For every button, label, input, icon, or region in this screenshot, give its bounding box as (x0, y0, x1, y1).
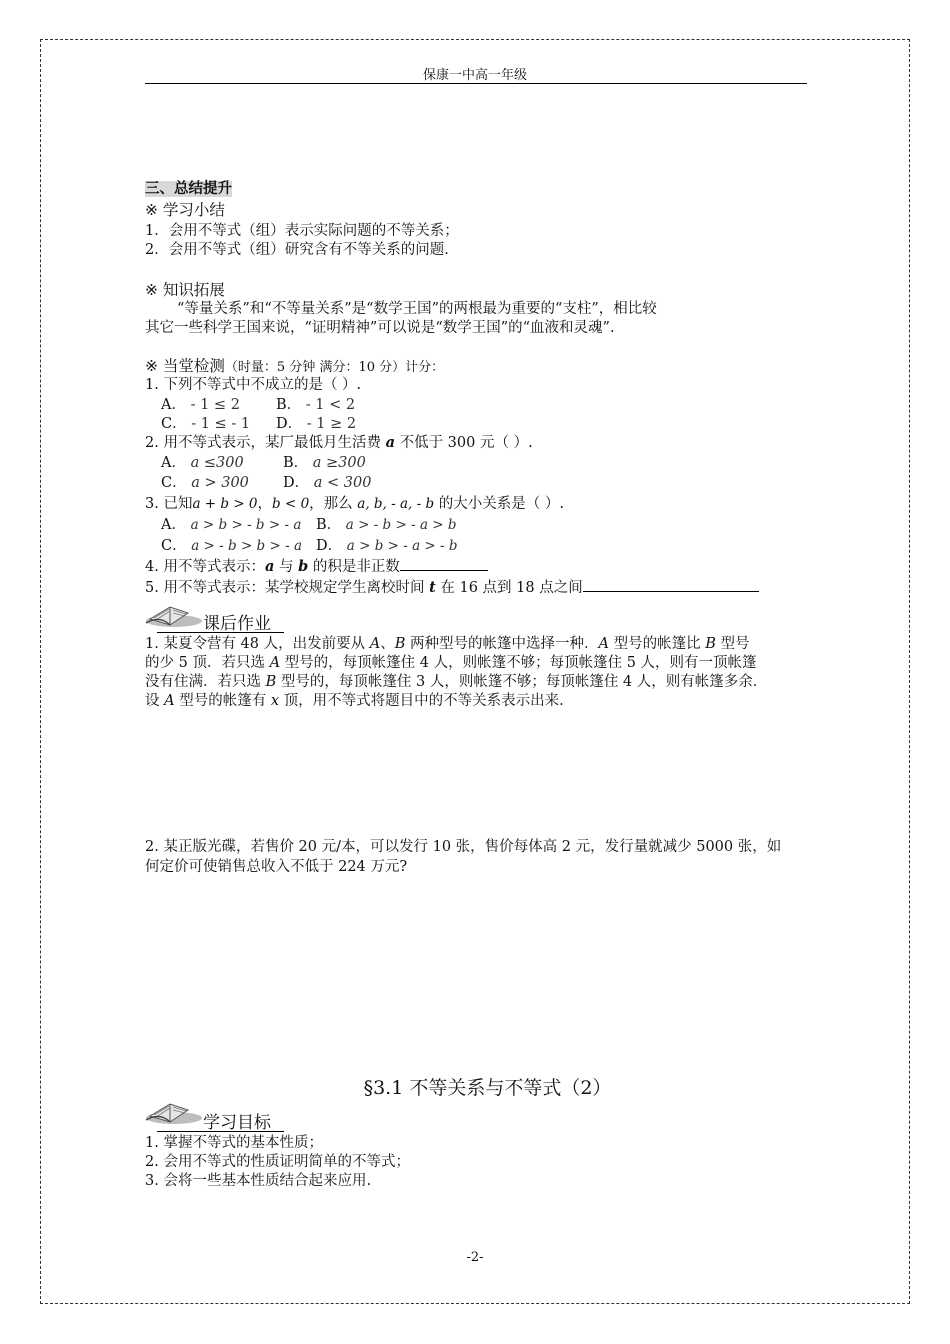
q4-text-b: 与 (278, 559, 294, 575)
q3-option-c-label: C． (161, 538, 187, 554)
q2-option-c-expr: a > 300 (191, 475, 249, 491)
study-summary-item-2: 2．会用不等式（组）研究含有不等关系的问题. (145, 242, 449, 258)
page-header-title: 保康一中高一年级 (422, 68, 527, 83)
q2-option-a-expr: a ≤300 (190, 455, 244, 471)
q2-option-b (283, 453, 366, 473)
q1-option-d-label: D． (276, 416, 303, 432)
text-segment: 型号的，每顶帐篷住 3 人，则帐篷不够；每顶帐篷住 4 人，则有帐篷多余． (276, 674, 768, 690)
q5-stem (145, 577, 759, 598)
q2-option-d-label: D． (283, 475, 310, 491)
q3-option-c (161, 536, 302, 556)
homework-problem-1-line (145, 653, 757, 673)
q3-option-c-expr: a > - b > b > - a (191, 538, 302, 554)
summary-heading (145, 179, 232, 199)
q1-option-a-expr: - 1 ≤ 2 (190, 397, 240, 413)
text-segment: 顶，用不等式将题目中的不等关系表示出来. (279, 693, 564, 709)
text-segment: 型号的帐篷有 (174, 693, 271, 709)
summary-heading-text: 三、总结提升 (145, 181, 232, 197)
q4-answer-blank[interactable] (400, 556, 488, 571)
book-icon (140, 1094, 202, 1126)
q4-var-b: b (298, 558, 309, 575)
learning-goal-3: 3. 会将一些基本性质结合起来应用. (145, 1173, 372, 1189)
q1-option-a (161, 395, 240, 415)
q3-stem-c: 的大小关系是（ ）. (438, 496, 564, 512)
q3-option-d-label: D． (316, 538, 343, 554)
q1-option-c-expr: - 1 ≤ - 1 (191, 416, 251, 432)
learning-goals-title: 学习目标 (203, 1113, 271, 1133)
q3-option-d-expr: a > b > - a > - b (346, 538, 458, 554)
q1-option-d-expr: - 1 ≥ 2 (306, 416, 357, 432)
variable: B (265, 674, 277, 690)
variable: B (394, 636, 406, 652)
q3-option-a-expr: a > b > - b > - a (190, 517, 302, 533)
q5-var-t: t (429, 579, 436, 596)
q3-option-d (316, 536, 458, 556)
q2-option-d (283, 473, 371, 493)
q2-option-b-expr: a ≥300 (312, 455, 366, 471)
page-number: -2- (466, 1250, 484, 1265)
q3-option-a-label: A． (161, 517, 186, 533)
homework-problem-2-line-2: 何定价可使销售总收入不低于 224 万元? (145, 859, 408, 875)
q3-option-a (161, 515, 301, 535)
homework-title-underline (157, 632, 284, 633)
text-segment: 型号的，每顶帐篷住 4 人，则帐篷不够；每顶帐篷住 5 人，则有一顶帐篷 (280, 655, 757, 671)
q1-option-b (276, 395, 355, 415)
q1-stem: 1. 下列不等式中不成立的是（ ）. (145, 377, 362, 393)
q3-option-b (316, 515, 457, 535)
q5-text-a: 5. 用不等式表示：某学校规定学生离校时间 (145, 580, 425, 596)
section-title: §3.1 不等关系与不等式（2） (363, 1077, 612, 1099)
knowledge-extension-line-1: “等量关系”和“不等量关系”是“数学王国”的两根最为重要的“支柱”，相比较 (177, 301, 657, 317)
variable: A (164, 693, 175, 709)
learning-goals-underline (157, 1131, 284, 1132)
q2-option-a-label: A． (161, 455, 186, 471)
study-summary-title: ※ 学习小结 (145, 201, 225, 219)
learning-goal-1: 1. 掌握不等式的基本性质； (145, 1135, 323, 1151)
q1-option-a-label: A． (161, 397, 186, 413)
q4-stem (145, 556, 488, 577)
q4-text-c: 的积是非正数 (312, 559, 400, 575)
q3-stem (145, 494, 564, 514)
text-segment: 型号 (715, 636, 750, 652)
variable: B (705, 636, 716, 652)
q1-option-d (276, 414, 356, 434)
quiz-title: ※ 当堂检测 (145, 357, 225, 375)
quiz-meta: （时量：5 分钟 满分：10 分）计分： (224, 360, 445, 375)
q2-option-c (161, 473, 249, 493)
text-segment: 的少 5 顶．若只选 (145, 655, 270, 671)
learning-goal-2: 2. 会用不等式的性质证明简单的不等式； (145, 1154, 410, 1170)
text-segment: 两种型号的帐篷中选择一种． (405, 636, 599, 652)
q4-text-a: 4. 用不等式表示： (145, 559, 265, 575)
q2-option-a (161, 453, 244, 473)
q3-stem-a: 3. 已知 (145, 496, 193, 512)
q2-option-b-label: B． (283, 455, 309, 471)
variable: A (269, 655, 281, 671)
text-segment: 型号的帐篷比 (608, 636, 706, 652)
homework-problem-2-line-1: 2. 某正版光碟，若售价 20 元/本，可以发行 10 张，售价每体高 2 元，发行量就减少 5000 张，如 (145, 839, 782, 855)
q2-var-a: a (385, 434, 395, 451)
q4-var-a: a (264, 558, 275, 575)
q1-option-b-expr: - 1 < 2 (305, 397, 356, 413)
q3-stem-b: ，那么 (309, 496, 353, 512)
q2-stem-a: 2. 用不等式表示，某厂最低月生活费 (145, 435, 381, 451)
homework-problem-1-line (145, 672, 767, 692)
homework-problem-1-line (145, 634, 749, 654)
study-summary-item-1: 1．会用不等式（组）表示实际问题的不等关系； (145, 223, 459, 239)
variable: A (598, 636, 609, 652)
q2-stem (145, 433, 533, 453)
text-segment: 1. 某夏令营有 48 人，出发前要从 (145, 636, 370, 652)
q3-option-b-label: B． (316, 517, 342, 533)
q1-option-c (161, 414, 250, 434)
q3-set: a, b, - a, - b (357, 496, 435, 512)
text-segment: 没有住满．若只选 (145, 674, 266, 690)
q5-answer-blank[interactable] (583, 577, 759, 592)
q1-option-b-label: B． (276, 397, 302, 413)
text-segment: 设 (145, 693, 165, 709)
q2-stem-b: 不低于 300 元（ ）. (399, 435, 533, 451)
variable: A (369, 636, 381, 652)
q3-cond-2: b < 0 (272, 496, 310, 512)
q1-option-c-label: C． (161, 416, 187, 432)
variable: x (270, 693, 279, 709)
book-icon (140, 597, 202, 629)
header-rule (145, 83, 807, 84)
q5-text-b: 在 16 点到 18 点之间 (440, 580, 583, 596)
homework-problem-1-line (145, 691, 564, 711)
q2-option-c-label: C． (161, 475, 187, 491)
q3-sep: ， (257, 496, 273, 512)
homework-title: 课后作业 (203, 614, 271, 634)
q3-cond-1: a + b > 0 (192, 496, 258, 512)
knowledge-extension-line-2: 其它一些科学王国来说，“证明精神”可以说是“数学王国”的“血液和灵魂”. (145, 320, 615, 336)
text-segment: 、 (380, 636, 395, 652)
q2-option-d-expr: a < 300 (313, 475, 372, 491)
q3-option-b-expr: a > - b > - a > b (345, 517, 457, 533)
knowledge-extension-title: ※ 知识拓展 (145, 281, 225, 299)
